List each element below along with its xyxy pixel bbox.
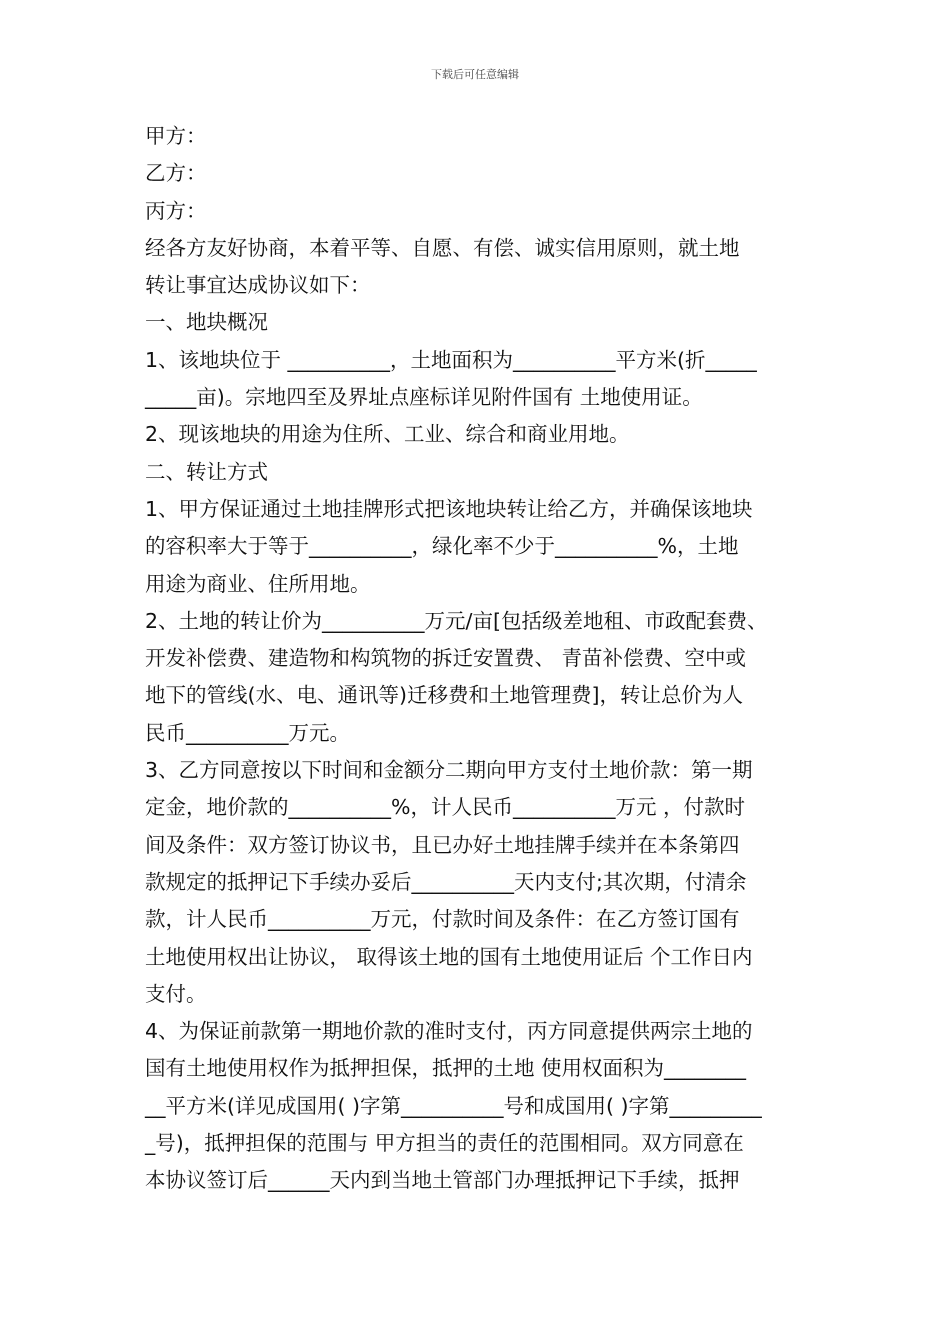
document-body <box>145 118 810 1200</box>
text-line: 乙方： <box>145 161 207 186</box>
text-line: 土地使用权出让协议， 取得该土地的国有土地使用证后 个工作日内 <box>145 944 753 969</box>
text-line: 3、乙方同意按以下时间和金额分二期向甲方支付土地价款：第一期 <box>145 758 753 783</box>
text-line: 4、为保证前款第一期地价款的准时支付，丙方同意提供两宗土地的 <box>145 1019 753 1044</box>
text-line: 丙方： <box>145 198 207 223</box>
text-line: 1、甲方保证通过土地挂牌形式把该地块转让给乙方，并确保该地块 <box>145 496 753 521</box>
text-line: 开发补偿费、建造物和构筑物的拆迁安置费、 青苗补偿费、空中或 <box>145 646 747 671</box>
text-line: 用途为商业、住所用地。 <box>145 571 371 596</box>
page-header-note: 下载后可任意编辑 <box>431 68 519 81</box>
text-line: 甲方： <box>145 124 207 148</box>
section-heading: 二、转让方式 <box>145 459 268 484</box>
text-line: 国有土地使用权作为抵押担保，抵押的土地 使用权面积为________ <box>145 1056 747 1081</box>
text-line: 地下的管线(水、电、通讯等)迁移费和土地管理费]，转让总价为人 <box>145 683 743 708</box>
text-line: __平方米(详见成国用( )字第__________号和成国用( )字第_________ <box>145 1093 762 1118</box>
text-line: 款规定的抵押记下手续办妥后__________天内支付;其次期，付清余 <box>145 869 747 894</box>
text-line: 转让事宜达成协议如下： <box>145 273 371 298</box>
text-line: 本协议签订后______天内到当地土管部门办理抵押记下手续，抵押 <box>145 1168 740 1193</box>
text-line: 1、该地块位于 __________，土地面积为__________平方米(折_____ <box>145 347 757 372</box>
section-heading: 一、地块概况 <box>145 310 268 335</box>
text-line: 2、土地的转让价为__________万元/亩[包括级差地租、市政配套费、 <box>145 608 768 633</box>
text-line: 间及条件：双方签订协议书，且已办好土地挂牌手续并在本条第四 <box>145 832 740 857</box>
text-line: 经各方友好协商，本着平等、自愿、有偿、诚实信用原则，就土地 <box>145 235 740 260</box>
text-line: 2、现该地块的用途为住所、工业、综合和商业用地。 <box>145 422 630 447</box>
text-line: 定金，地价款的__________%，计人民币__________万元 ，付款时 <box>145 795 745 820</box>
text-line: 款，计人民币__________万元，付款时间及条件：在乙方签订国有 <box>145 907 740 932</box>
text-line: _号)，抵押担保的范围与 甲方担当的责任的范围相同。双方同意在 <box>145 1131 744 1156</box>
text-line: 支付。 <box>145 981 207 1006</box>
text-line: 的容积率大于等于__________，绿化率不少于__________%，土地 <box>145 534 739 559</box>
text-line: _____亩)。宗地四至及界址点座标详见附件国有 土地使用证。 <box>145 385 703 410</box>
text-line: 民币__________万元。 <box>145 720 350 745</box>
